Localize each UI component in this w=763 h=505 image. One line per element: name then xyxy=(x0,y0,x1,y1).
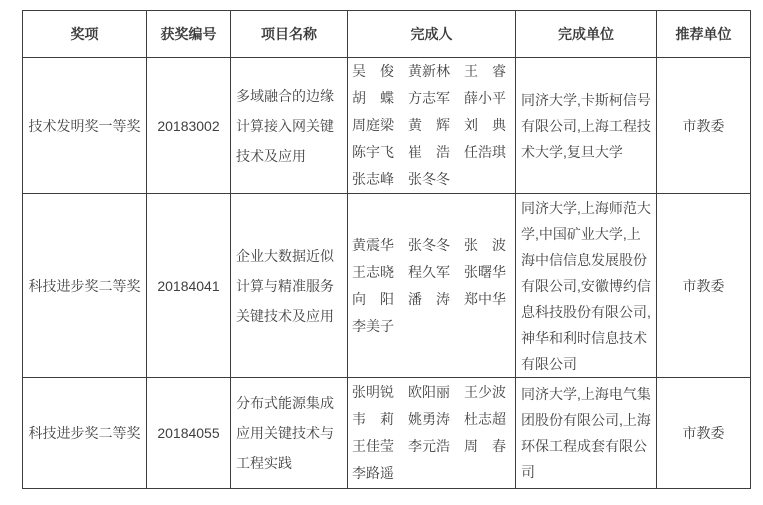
cell-recommender: 市教委 xyxy=(657,378,751,489)
people-line: 张志峰 张冬冬 xyxy=(352,171,450,187)
table-row xyxy=(23,58,751,194)
cell-project: 企业大数据近似计算与精准服务关键技术及应用 xyxy=(231,194,348,378)
people-line: 李路遥 xyxy=(352,465,394,481)
people-line: 吴 俊 黄新林 王 睿 xyxy=(352,63,506,79)
cell-number: 20184041 xyxy=(147,194,231,378)
cell-recommender: 市教委 xyxy=(657,194,751,378)
awards-table xyxy=(22,10,751,489)
people-line: 张明锐 欧阳丽 王少波 xyxy=(352,384,506,400)
people-line: 王志晓 程久军 张曙华 xyxy=(352,263,506,280)
cell-people xyxy=(348,58,516,194)
cell-award: 技术发明奖一等奖 xyxy=(23,58,147,194)
table-row xyxy=(23,378,751,489)
cell-number: 20183002 xyxy=(147,58,231,194)
header-project: 项目名称 xyxy=(231,11,348,58)
cell-people xyxy=(348,378,516,489)
cell-project: 分布式能源集成应用关键技术与工程实践 xyxy=(231,378,348,489)
header-organizations: 完成单位 xyxy=(516,11,657,58)
people-line: 胡 蝶 方志军 薛小平 xyxy=(352,90,506,106)
people-line: 黄震华 张冬冬 张 波 xyxy=(352,236,506,253)
table-row xyxy=(23,194,751,378)
cell-organizations: 同济大学,卡斯柯信号有限公司,上海工程技术大学,复旦大学 xyxy=(516,58,657,194)
cell-people xyxy=(348,194,516,378)
people-line: 王佳莹 李元浩 周 春 xyxy=(352,438,506,454)
people-line: 向 阳 潘 涛 郑中华 xyxy=(352,290,506,307)
people-line: 周庭梁 黄 辉 刘 典 xyxy=(352,117,506,133)
cell-project: 多域融合的边缘计算接入网关键技术及应用 xyxy=(231,58,348,194)
header-number: 获奖编号 xyxy=(147,11,231,58)
cell-recommender: 市教委 xyxy=(657,58,751,194)
cell-award: 科技进步奖二等奖 xyxy=(23,378,147,489)
cell-organizations: 同济大学,上海电气集团股份有限公司,上海环保工程成套有限公司 xyxy=(516,378,657,489)
header-people: 完成人 xyxy=(348,11,516,58)
cell-organizations: 同济大学,上海师范大学,中国矿业大学,上海中信信息发展股份有限公司,安徽博约信息科技股份有限公司,神华和利时信息技术有限公司 xyxy=(516,194,657,378)
people-line: 李美子 xyxy=(352,317,394,334)
header-award: 奖项 xyxy=(23,11,147,58)
people-line: 陈宇飞 崔 浩 任浩琪 xyxy=(352,144,506,160)
cell-award: 科技进步奖二等奖 xyxy=(23,194,147,378)
cell-number: 20184055 xyxy=(147,378,231,489)
header-row xyxy=(23,11,751,58)
header-recommender: 推荐单位 xyxy=(657,11,751,58)
people-line: 韦 莉 姚勇涛 杜志超 xyxy=(352,411,506,427)
